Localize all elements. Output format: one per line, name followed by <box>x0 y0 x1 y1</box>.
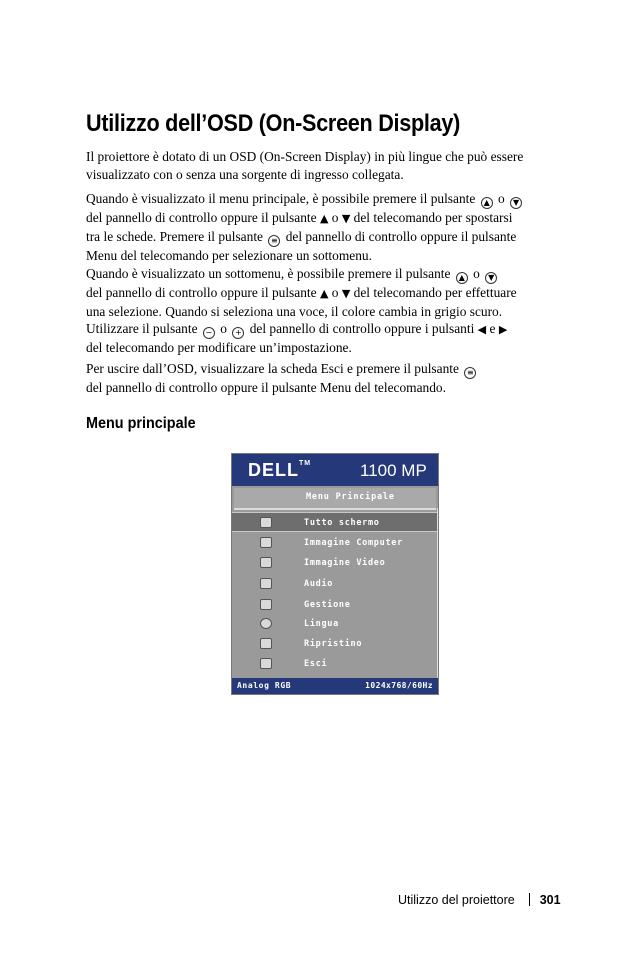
speaker-icon <box>260 578 272 589</box>
osd-item-label: Gestione <box>304 600 351 610</box>
text-line: visualizzato con o senza una sorgente di ingresso collegata. <box>86 166 404 182</box>
text-line: del pannello di controllo oppure il pulsante Menu del telecomando. <box>86 380 446 395</box>
up-arrow-icon: ▲ <box>319 212 329 225</box>
down-arrow-icon: ▼ <box>341 287 351 300</box>
osd-model-name: 1100 MP <box>360 461 427 480</box>
osd-item-audio[interactable] <box>232 574 438 594</box>
osd-item-label: Tutto schermo <box>304 518 380 528</box>
text-fragment: o <box>220 321 227 336</box>
osd-item-label: Esci <box>304 659 328 669</box>
osd-item-immagine-video[interactable] <box>232 553 438 573</box>
osd-item-label: Lingua <box>304 619 339 629</box>
resolution-label: 1024x768/60Hz <box>365 681 433 690</box>
management-icon <box>260 599 272 610</box>
text-fragment: o <box>331 285 339 300</box>
osd-item-label: Ripristino <box>304 639 363 649</box>
text-fragment: del telecomando per spostarsi <box>353 210 513 225</box>
text-fragment: del pannello di controllo oppure il pulsante <box>86 210 317 225</box>
osd-item-esci[interactable] <box>232 654 438 674</box>
exit-paragraph <box>86 360 581 397</box>
text-fragment: o <box>473 266 480 281</box>
input-source-label: Analog RGB <box>237 681 292 690</box>
footer-section: Utilizzo del proiettore <box>398 893 515 907</box>
text-fragment: o <box>498 191 505 206</box>
menu-button-icon: ≡ <box>268 235 280 247</box>
footer-separator <box>529 893 530 906</box>
osd-title-bar <box>234 488 436 510</box>
osd-item-immagine-computer[interactable] <box>232 533 438 553</box>
text-fragment: o <box>331 210 339 225</box>
osd-header <box>232 454 438 486</box>
text-fragment: del pannello di controllo oppure il pulsante <box>285 228 517 244</box>
text-fragment: del pannello di controllo oppure i pulsanti <box>249 321 475 336</box>
osd-divider <box>437 508 438 678</box>
up-button-icon: ▲ <box>481 197 493 209</box>
down-button-icon: ▼ <box>510 197 522 209</box>
dell-logo: DELL™ <box>248 460 312 480</box>
text-fragment: tra le schede. Premere il pulsante <box>86 228 263 244</box>
down-arrow-icon: ▼ <box>341 212 351 225</box>
reset-icon <box>260 638 272 649</box>
left-arrow-icon: ◀ <box>477 323 487 336</box>
osd-item-label: Audio <box>304 579 334 589</box>
text-fragment: del telecomando per effettuare <box>353 285 517 300</box>
fullscreen-icon <box>260 517 272 528</box>
osd-item-tutto-schermo[interactable] <box>232 512 438 532</box>
osd-main-menu <box>231 453 439 695</box>
minus-button-icon: − <box>203 327 215 339</box>
menu-button-icon: ≡ <box>464 367 476 379</box>
up-arrow-icon: ▲ <box>319 287 329 300</box>
text-line: una selezione. Quando si seleziona una voce, il colore cambia in grigio scuro. <box>86 303 503 319</box>
text-fragment: del pannello di controllo oppure il pulsante <box>86 285 317 300</box>
osd-item-label: Immagine Video <box>304 558 386 568</box>
text-fragment: Quando è visualizzato il menu principale, è possibile premere il pulsante <box>86 191 476 206</box>
text-fragment: Utilizzare il pulsante <box>86 321 198 336</box>
globe-icon <box>260 618 272 629</box>
text-fragment: Per uscire dall’OSD, visualizzare la scheda Esci e premere il pulsante <box>86 361 459 376</box>
intro-paragraph <box>86 148 581 183</box>
text-fragment: Quando è visualizzato un sottomenu, è possibile premere il pulsante <box>86 266 451 281</box>
submenu-paragraph <box>86 265 581 357</box>
page-number: 301 <box>539 893 561 907</box>
text-fragment: e <box>489 321 496 336</box>
down-button-icon: ▼ <box>485 272 497 284</box>
page-footer <box>398 893 561 907</box>
page-title: Utilizzo dell’OSD (On-Screen Display) <box>86 110 461 137</box>
up-button-icon: ▲ <box>456 272 468 284</box>
osd-item-lingua[interactable] <box>232 614 438 634</box>
text-line: del telecomando per modificare un’impostazione. <box>86 340 352 355</box>
main-menu-paragraph <box>86 190 581 264</box>
right-arrow-icon: ▶ <box>498 323 508 336</box>
section-title: Menu principale <box>86 415 196 432</box>
text-line: Il proiettore è dotato di un OSD (On-Screen Display) in più lingue che può essere <box>86 149 524 164</box>
plus-button-icon: + <box>232 327 244 339</box>
text-line: Menu del telecomando per selezionare un sottomenu. <box>86 247 372 263</box>
osd-menu-title: Menu Principale <box>306 492 395 502</box>
osd-item-label: Immagine Computer <box>304 538 403 548</box>
computer-image-icon <box>260 537 272 548</box>
video-image-icon <box>260 557 272 568</box>
osd-footer <box>232 678 438 694</box>
exit-icon <box>260 658 272 669</box>
osd-item-gestione[interactable] <box>232 595 438 615</box>
osd-item-ripristino[interactable] <box>232 634 438 654</box>
